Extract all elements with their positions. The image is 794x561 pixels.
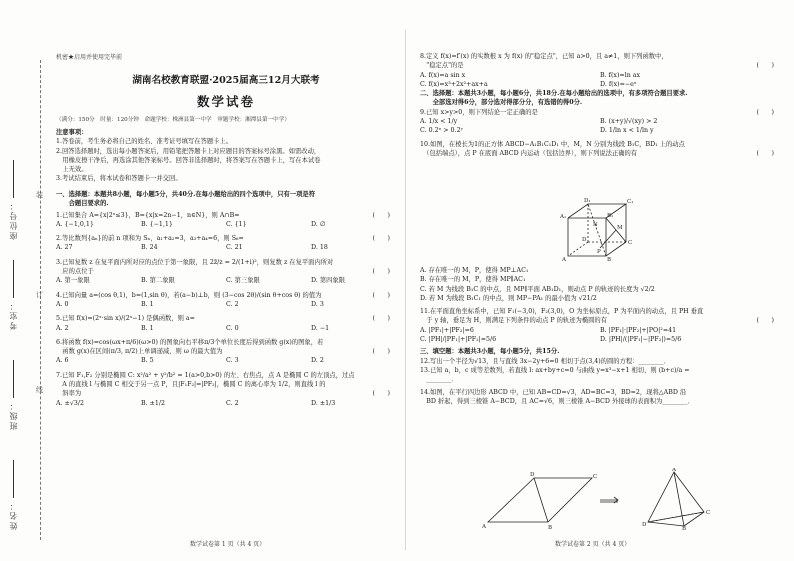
option: B. {−1,1} (141, 220, 173, 228)
answer-bracket: ( ) (372, 211, 390, 219)
notes-block (56, 128, 396, 184)
section3-heading: 三、填空题：本题共3小题，每小题5分，共15分. (420, 348, 560, 356)
option: A. 6 (56, 357, 69, 365)
cube-label-p: P (597, 249, 601, 255)
q10-option-c: C. 若 M 为线段 B₁C 的中点，且 MP∥平面 AB₁D₁，则动点 P 的轨迹的长度为 √2/2 (420, 285, 655, 293)
secret-notice: 机密★启用并使用完毕前 (56, 54, 123, 61)
option: C. |PH|/|PF₁|+|PF₂|=5/6 (420, 336, 497, 344)
option: D. f(x)=−eˣ (600, 80, 637, 88)
q1-options (56, 220, 396, 229)
notes-item: 用橡皮擦干净后，再选涂其他答案标号。回答非选择题时，将答案写在答题卡上，写在本试卷 (56, 156, 321, 164)
answer-bracket: ( ) (372, 291, 390, 299)
binding-dashed-line (40, 60, 41, 540)
option: D. |PH|/(|PF₁|−|PF₂|)=5/6 (600, 336, 682, 344)
option: C. 3 (226, 357, 239, 365)
question-13: 13.已知 a，b，c 成等差数列，若直线 l: ax+by+c=0 与曲线 y=x³−x+1 相切，则 (b+c)/a = (420, 366, 690, 374)
option: B. ±1/2 (141, 399, 166, 407)
binding-strip (0, 40, 50, 540)
tet-label-a: A (672, 468, 676, 473)
option: D. 第四象限 (311, 277, 346, 285)
option: D. ∅ (311, 220, 326, 228)
option: D. 18 (311, 244, 328, 252)
question-9: 9.已知 x>y>0，则下列结论一定正确的是 ( ) A. 1/x < 1/y B. (x+y)/√(xy) > 2 C. 0.2ˣ > 0.2ʸ D. 1/ln x < 1/ln y (420, 108, 780, 136)
q10-option-d: D. 若 M 为线段 B₁C₁ 的中点，则 MP−PA₁ 的最小值为 √21/2 (420, 294, 597, 302)
option: C. {1} (226, 220, 247, 228)
option: A. {−1,0,1} (56, 220, 94, 228)
option: D. ±1/3 (311, 399, 336, 407)
option: B. 1 (141, 324, 154, 332)
option: A. 2 (56, 324, 69, 332)
option: A. 1/x < 1/y (420, 118, 458, 126)
cube-label-m: M (617, 225, 623, 231)
cube-label-c: C (628, 240, 633, 246)
binding-mark-zhuang: 装 (36, 191, 43, 199)
option: D. 1/ln x < 1/ln y (600, 127, 654, 135)
binding-mark-xian: 线 (36, 386, 43, 394)
q9-options-row2 (420, 126, 780, 135)
option: D. −1 (311, 324, 330, 332)
tet-label-c: C (706, 510, 711, 516)
option: B. 1 (141, 300, 154, 308)
notes-item: 上无效。 (56, 166, 88, 174)
option: D. 2 (311, 357, 324, 365)
answer-bracket: ( ) (756, 317, 774, 325)
answer-bracket: ( ) (756, 108, 774, 116)
option: C. 2 (226, 300, 239, 308)
cube-label-c1: C₁ (627, 199, 634, 205)
option: C. 第三象限 (226, 277, 260, 285)
answer-bracket: ( ) (372, 235, 390, 243)
page-footer-left: 数学试卷第 1 页（共 4 页） (190, 541, 266, 548)
option: A. 27 (56, 244, 73, 252)
notes-item: 2.回答选择题时，选出每小题答案后，用铅笔把答题卡上对应题目的答案标号涂黑。如需改动， (56, 147, 321, 155)
name-label: 姓名： (8, 460, 36, 530)
question-14-cont: BD 折起，得到三棱锥 A−BCD，且 AC=√6，则三棱锥 A−BCD 外接球的表面积为________． (420, 397, 694, 405)
q11-options-row1 (420, 326, 780, 335)
option: C. 21 (226, 244, 243, 252)
para-label-b: B (548, 525, 553, 530)
notes-item: 1.答卷前，考生务必将自己的姓名、准考证号填写在答题卡上。 (56, 138, 233, 146)
option: B. 5 (141, 357, 154, 365)
answer-bracket: ( ) (372, 390, 390, 398)
right-column-lower (420, 266, 780, 406)
answer-bracket: ( ) (756, 149, 774, 157)
option: B. 第二象限 (141, 277, 175, 285)
q5-options (56, 324, 396, 333)
answer-bracket: ( ) (756, 62, 774, 70)
q8-options-row2 (420, 80, 780, 89)
question-13-blank: ________． (420, 376, 458, 384)
notes-item: 3.考试结束后，将本试卷和答题卡一并交回。 (56, 175, 182, 183)
exam-room-label: 考室： (8, 260, 36, 330)
question-5: 5.已知 f(x)=(2ˣ·sin x)/(2ˣ−1) 是偶函数，则 a= ( ) A. 2 B. 1 C. 0 D. −1 (56, 314, 396, 333)
question-6: 6.将函数 f(x)=cos(ωx+π/6)(ω>0) 的图象向右平移π/3个单位长度后得到函数 g(x)的图象，若 函数 g(x)在区间(π/3, π/2)上单调递减，则 ω 的最大值为 ( ) A. 6 B. 5 C. 3 D. 2 (56, 338, 396, 366)
section2-heading-cont: 全部选对得6分，部分选对得部分分，有选错的得0分. (420, 99, 583, 107)
tet-label-d: D (642, 522, 647, 528)
question-3: 3.已知复数 z 在复平面内所对应的点位于第一象限，且 2z̄/z = 2/(1+i)²，则复数 z 在复平面内所对 应的点位于 ( ) A. 第一象限 B. 第二象限 C. 第三象限 D. 第四象限 (56, 258, 396, 286)
section1-heading: 一、选择题：本题共8小题，每小题5分，共40分.在每小题给出的四个选项中，只有一项是符 (56, 191, 315, 198)
q6-options (56, 356, 396, 365)
option: B. f(x)=ln ax (600, 71, 641, 79)
cube-label-b: B (607, 257, 612, 262)
cube-label-d: D (582, 237, 587, 243)
q7-options (56, 399, 396, 408)
answer-bracket: ( ) (372, 315, 390, 323)
option: A. f(x)=a sin x (420, 71, 466, 79)
question-14: 14.如图，在平行四边形 ABCD 中，已知 AB=CD=√3，AD=BC=3，BD=2，现将△ABD 沿 (420, 388, 687, 396)
q8-options-row1 (420, 71, 780, 80)
binding-mark-ding: 订 (36, 291, 43, 299)
tet-label-b: B (682, 526, 687, 530)
para-label-a: A (482, 524, 486, 530)
option: A. ±√3/2 (56, 399, 84, 407)
section2-heading: 二、选择题：本题共3小题，每小题6分，共18分.在每小题给出的选项中，有多项符合题目要求. (420, 90, 688, 98)
option: C. f(x)=x³+2x²+ax+a (420, 80, 488, 88)
q4-options (56, 300, 396, 309)
para-label-c: C (593, 474, 598, 480)
q2-options (56, 243, 396, 252)
option: B. 24 (141, 244, 158, 252)
q3-options (56, 276, 396, 285)
page-fold-line (405, 30, 406, 550)
option: A. 第一象限 (56, 277, 90, 285)
option: C. 0 (226, 324, 239, 332)
q10-option-a: A. 存在唯一的 M，P，使得 MP⊥AC₁ (420, 267, 529, 274)
class-label: 班级： (8, 360, 36, 430)
cube-figure (560, 196, 650, 262)
subject-title: 数学试卷 (196, 94, 255, 109)
cube-label-d1: D₁ (584, 198, 591, 204)
q11-options-row2 (420, 335, 780, 344)
cube-label-n: N (593, 222, 598, 228)
question-4: 4.已知向量 a=(cos θ,1)，b=(1,sin θ)，若(a−b)⊥b，则 (3−cos 2θ)/(sin θ+cos θ) 的值为 ( ) A. 0 B. 1 C. 2 D. 3 (56, 291, 396, 310)
question-11: 11.在平面直角坐标系中，已知 F₁(−3,0)，F₂(3,0)，O 为坐标原点，P 为平面内的动点，且 PH 垂直 于 y 轴，垂足为 H，则满足下列条件的动点 P 的轨迹为椭圆的有 ( ) A. |PF₁|+|PF₂|=6 B. |PF₁|·|PF₂|+|PO|²=41 C. |PH|/|PF₁|+|PF₂|=5/6 D. |PH|/(|PF₁|−|PF₂|)=5/6 (420, 307, 780, 344)
answer-bracket: ( ) (372, 348, 390, 356)
right-column (420, 52, 780, 158)
question-7: 7.已知 F₁,F₂ 分别是椭圆 C: x²/a² + y²/b² = 1(a>0,b>0) 的左、右焦点，点 A 是椭圆 C 的左顶点，过点 A 的直线 l 与椭圆 C 相交于另一点 P，且|F₁F₂|=|PF₂|，椭圆 C 的离心率为 1/2，则直线 l 的 斜率为 ( ) A. ±√3/2 B. ±1/2 C. 2 D. ±1/3 (56, 371, 396, 408)
question-2: 2.等比数列{aₙ}的前 n 项和为 Sₙ，a₁+a₂=3，a₃+a₄=6，则 S₆= ( ) A. 27 B. 24 C. 21 D. 18 (56, 234, 396, 253)
cube-label-b1: B₁ (607, 213, 614, 219)
para-label-d: D (530, 472, 535, 478)
q9-options-row1 (420, 117, 780, 126)
seat-number-label: 座位号： (8, 160, 36, 240)
question-1: 1.已知集合 A={x|2ˣ≤3}，B={x|x=2n−1，n∈N}，则 A∩B= ( ) A. {−1,0,1} B. {−1,1} C. {1} D. ∅ (56, 211, 396, 230)
exam-title: 湖南名校教育联盟·2025届高三12月大联考 (132, 75, 320, 86)
option: A. |PF₁|+|PF₂|=6 (420, 326, 474, 334)
option: B. |PF₁|·|PF₂|+|PO|²=41 (600, 326, 677, 334)
option: D. 3 (311, 300, 324, 308)
parallelogram-figure (478, 468, 718, 530)
option: C. 2 (226, 399, 239, 407)
q10-option-b: B. 存在唯一的 M，P，使得 MP∥AC₁ (420, 276, 526, 284)
page-footer-right: 数学试卷第 2 页（共 4 页） (555, 541, 631, 548)
section1-heading-cont: 合题目要求的. (56, 200, 109, 208)
notes-heading: 注意事项： (56, 129, 88, 136)
section1-block (56, 190, 396, 408)
exam-meta: （满分：150分 时量：120分钟 命题学校：株洲县第一中学 审题学校：湘潭县第一中学） (56, 117, 290, 123)
cube-label-a: A (562, 257, 566, 262)
option: C. 0.2ˣ > 0.2ʸ (420, 127, 464, 135)
question-8: 8.定义 f(x)=f′(x) 的实数根 x 为 f(x) 的"稳定点"，已知 a>0，且 a≠1，则下列函数中， "稳定点"的是 ( ) A. f(x)=a sin x B. f(x)=ln ax C. f(x)=x³+2x²+ax+a D. f(x)=−eˣ (420, 52, 780, 89)
option: A. 0 (56, 300, 69, 308)
option: B. (x+y)/√(xy) > 2 (600, 118, 658, 126)
question-10: 10.如图，在棱长为1的正方体 ABCD−A₁B₁C₁D₁ 中，M，N 分别为线段 B₁C，BD₁ 上的动点 （包括端点），点 P 在底面 ABCD 内运动（包括边界），则下列说法正确的有 ( ) (420, 140, 774, 157)
question-12: 12.写出一个半径为√13，且与直线 3x−2y+6=0 相切于点(3,4)的圆的方程：________． (420, 357, 670, 365)
cube-label-a1: A₁ (560, 214, 567, 220)
answer-bracket: ( ) (372, 268, 390, 276)
